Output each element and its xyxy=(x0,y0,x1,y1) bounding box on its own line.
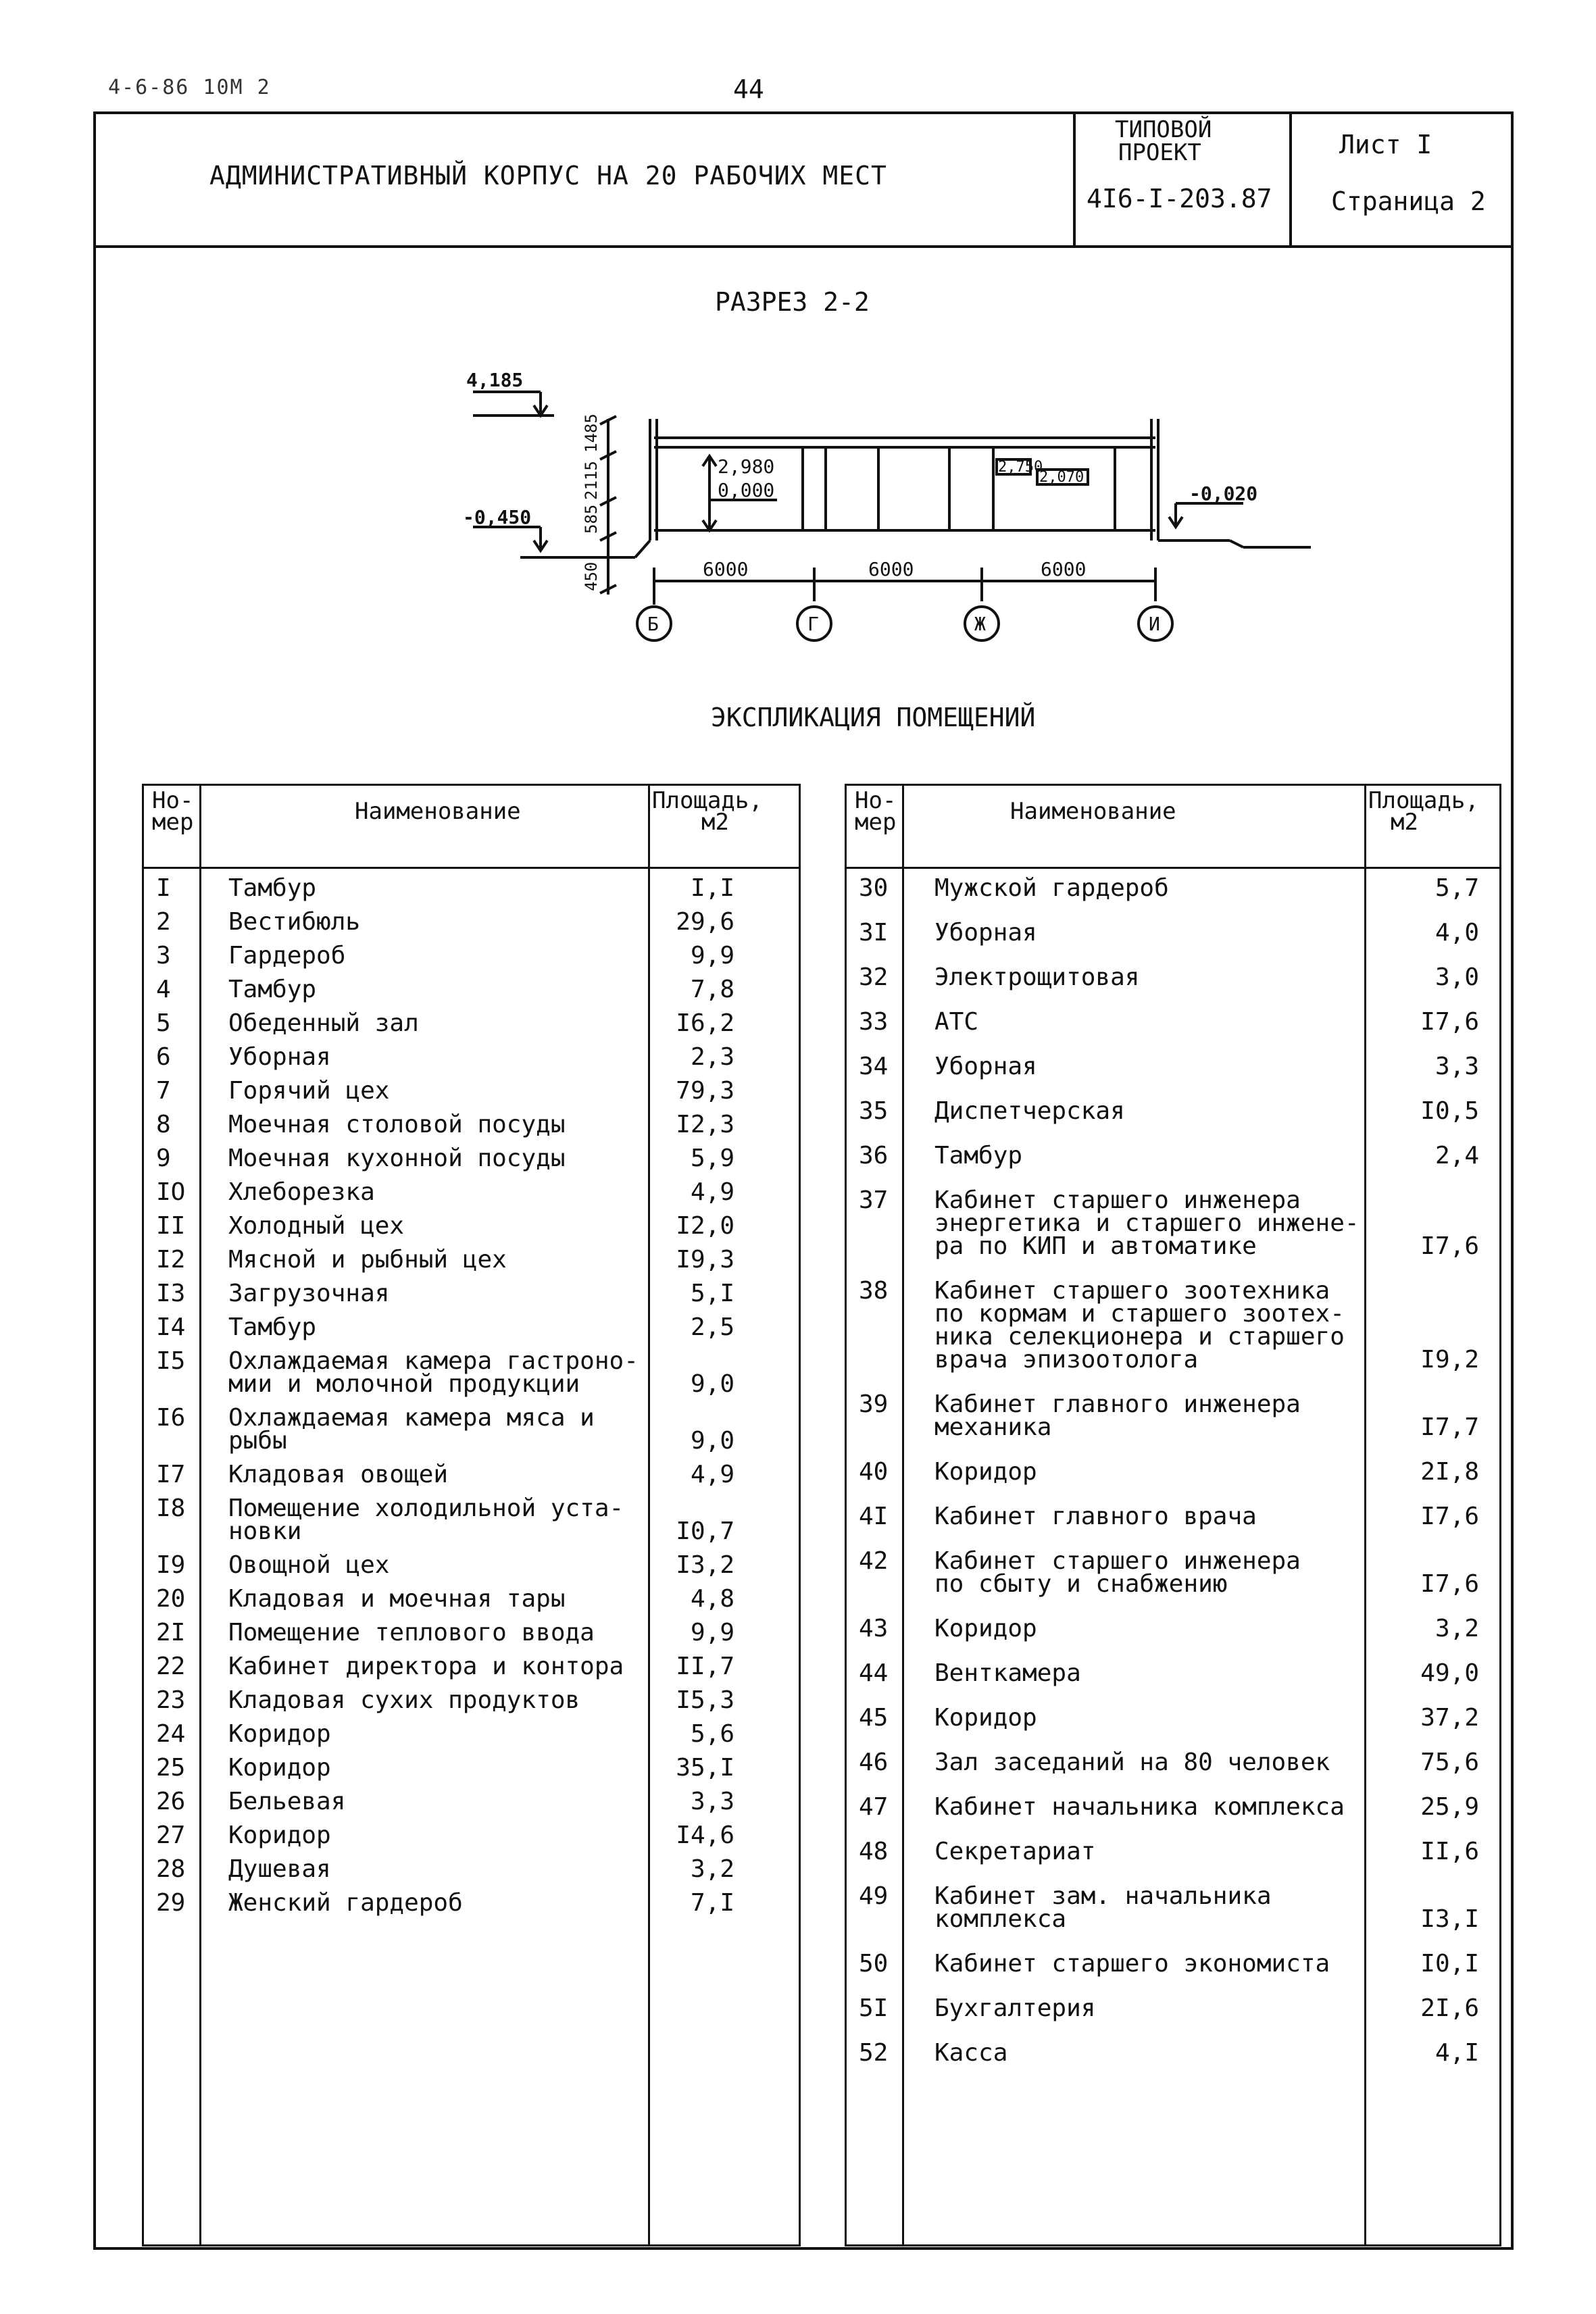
row-number: 3I xyxy=(859,919,889,947)
table-row xyxy=(847,1547,1499,1598)
header-num-1: Но- xyxy=(152,787,194,814)
table-row xyxy=(144,908,799,936)
table-row xyxy=(847,963,1499,991)
room-name: Кладовая овощей xyxy=(228,1461,449,1488)
page-number: 44 xyxy=(733,74,764,104)
table-row xyxy=(144,1347,799,1398)
room-name: Кабинет директора и контора xyxy=(228,1653,624,1680)
room-area: I5,3 xyxy=(676,1686,734,1714)
room-area: 9,9 xyxy=(690,1619,734,1646)
elevation-0000: 0,000 xyxy=(718,479,775,501)
room-area: I7,6 xyxy=(1420,1503,1479,1530)
row-number: II xyxy=(156,1212,186,1240)
room-area: I6,2 xyxy=(676,1009,734,1037)
table-row xyxy=(847,1055,1499,1078)
row-number: I3 xyxy=(156,1280,186,1307)
row-number: 23 xyxy=(156,1686,186,1714)
sheet-page: Страница 2 xyxy=(1331,186,1486,216)
room-area: I9,3 xyxy=(676,1246,734,1274)
room-area: I9,2 xyxy=(1420,1346,1479,1374)
room-name: Кабинет старшего зоотехника по кормам и старшего зоотех- ника селекционера и старшего врача эпизоотолога xyxy=(934,1277,1345,1374)
table-row xyxy=(144,1551,799,1579)
row-number: I9 xyxy=(156,1551,186,1579)
room-area: 9,9 xyxy=(690,942,734,970)
room-name: Охлаждаемая камера мяса и рыбы xyxy=(228,1404,595,1455)
room-area: 29,6 xyxy=(676,908,734,936)
header-area-1: Площадь, xyxy=(1368,787,1479,814)
row-number: 42 xyxy=(859,1547,889,1575)
axis-g: Г xyxy=(807,613,819,635)
table-row xyxy=(144,1494,799,1545)
room-area: I2,0 xyxy=(676,1212,734,1240)
room-area: 2I,6 xyxy=(1420,1994,1479,2022)
row-number: 7 xyxy=(156,1077,171,1105)
document-title: АДМИНИСТРАТИВНЫЙ КОРПУС НА 20 РАБОЧИХ МЕСТ xyxy=(209,161,887,191)
room-area: 2,3 xyxy=(690,1043,734,1071)
row-number: 52 xyxy=(859,2039,889,2067)
row-number: 25 xyxy=(156,1754,186,1782)
room-area: 9,0 xyxy=(690,1370,734,1398)
room-name: Горячий цех xyxy=(228,1077,390,1105)
room-area: I0,I xyxy=(1420,1950,1479,1978)
room-area: I0,7 xyxy=(676,1517,734,1545)
room-name: Электрощитовая xyxy=(934,963,1140,991)
room-area: 3,3 xyxy=(690,1788,734,1815)
table-row xyxy=(144,1821,799,1849)
room-area: 5,I xyxy=(690,1280,734,1307)
axis-zh: Ж xyxy=(974,613,986,635)
header-area-2: м2 xyxy=(1391,809,1418,836)
header-num-2: мер xyxy=(855,809,897,836)
row-number: 26 xyxy=(156,1788,186,1815)
row-number: 20 xyxy=(156,1585,186,1613)
room-name: Кабинет старшего инженера энергетика и старшего инжене- ра по КИП и автоматике xyxy=(934,1186,1360,1260)
room-area: 2,4 xyxy=(1435,1142,1479,1169)
room-name: Коридор xyxy=(228,1720,331,1748)
room-name: Холодный цех xyxy=(228,1212,405,1240)
room-name: Кабинет главного врача xyxy=(934,1503,1257,1530)
row-number: 4 xyxy=(156,976,171,1003)
row-number: 49 xyxy=(859,1882,889,1910)
room-name: Кладовая и моечная тары xyxy=(228,1585,566,1613)
table-row xyxy=(144,1178,799,1206)
row-number: 37 xyxy=(859,1186,889,1214)
project-type-label: ТИПОВОЙ xyxy=(1115,116,1212,143)
room-area: 79,3 xyxy=(676,1077,734,1105)
room-name: Кабинет зам. начальника комплекса xyxy=(934,1882,1272,1933)
room-area: 35,I xyxy=(676,1754,734,1782)
room-area: I,I xyxy=(690,874,734,902)
span-1: 6000 xyxy=(703,558,749,580)
section-drawing xyxy=(0,0,1596,676)
room-name: Хлеборезка xyxy=(228,1178,375,1206)
room-name: Уборная xyxy=(934,919,1037,947)
row-number: 43 xyxy=(859,1615,889,1642)
header-name: Наименование xyxy=(1010,798,1176,825)
row-number: 2 xyxy=(156,908,171,936)
room-name: Бухгалтерия xyxy=(934,1994,1096,2022)
row-number: I8 xyxy=(156,1494,186,1522)
table-row xyxy=(144,1147,799,1170)
axis-b: Б xyxy=(647,613,659,635)
header-num-2: мер xyxy=(152,809,194,836)
room-name: Уборная xyxy=(934,1053,1037,1080)
room-area: 3,0 xyxy=(1435,963,1479,991)
room-name: Коридор xyxy=(934,1704,1037,1732)
table-row xyxy=(144,1686,799,1714)
row-number: 5 xyxy=(156,1009,171,1037)
row-number: 46 xyxy=(859,1749,889,1776)
room-area: 2I,8 xyxy=(1420,1458,1479,1486)
room-name: Тамбур xyxy=(228,1313,317,1341)
table-row xyxy=(144,1754,799,1782)
room-name: Венткамера xyxy=(934,1659,1081,1687)
row-number: I7 xyxy=(156,1461,186,1488)
room-area: II,6 xyxy=(1420,1838,1479,1865)
room-name: Душевая xyxy=(228,1855,331,1883)
row-number: 30 xyxy=(859,874,889,902)
table-row xyxy=(144,1889,799,1917)
room-name: Тамбур xyxy=(228,976,317,1003)
row-number: 35 xyxy=(859,1097,889,1125)
row-number: I6 xyxy=(156,1404,186,1432)
room-name: Кабинет старшего экономиста xyxy=(934,1950,1330,1978)
table-row xyxy=(847,1793,1499,1821)
room-area: 3,3 xyxy=(1435,1053,1479,1080)
table-row xyxy=(144,1077,799,1105)
row-number: 24 xyxy=(156,1720,186,1748)
room-area: I4,6 xyxy=(676,1821,734,1849)
table-row xyxy=(847,1505,1499,1528)
row-number: 8 xyxy=(156,1111,171,1138)
room-name: Моечная кухонной посуды xyxy=(228,1145,566,1172)
dim-1485: 1485 xyxy=(582,413,601,453)
row-number: 32 xyxy=(859,963,889,991)
table-row xyxy=(847,1751,1499,1774)
room-area: I3,I xyxy=(1420,1905,1479,1933)
room-name: Кладовая сухих продуктов xyxy=(228,1686,580,1714)
room-name: Тамбур xyxy=(228,874,317,902)
room-area: I3,2 xyxy=(676,1551,734,1579)
room-area: I0,5 xyxy=(1420,1097,1479,1125)
row-number: 47 xyxy=(859,1793,889,1821)
document-code-top: 4-6-86 10М 2 xyxy=(108,76,271,99)
table-row xyxy=(144,1009,799,1037)
room-name: Овощной цех xyxy=(228,1551,390,1579)
row-number: 6 xyxy=(156,1043,171,1071)
table-row xyxy=(847,1840,1499,1863)
row-number: 4I xyxy=(859,1503,889,1530)
table-row xyxy=(144,1212,799,1240)
span-3: 6000 xyxy=(1041,558,1087,580)
room-name: Мясной и рыбный цех xyxy=(228,1246,507,1274)
elevation-left: -0,450 xyxy=(463,506,532,528)
room-name: Бельевая xyxy=(228,1788,346,1815)
row-number: I4 xyxy=(156,1313,186,1341)
room-name: Коридор xyxy=(934,1458,1037,1486)
explication-table-right xyxy=(845,784,1501,2246)
table-row xyxy=(144,1463,799,1486)
table-row xyxy=(144,1790,799,1813)
room-area: 3,2 xyxy=(690,1855,734,1883)
room-name: Секретариат xyxy=(934,1838,1096,1865)
room-name: АТС xyxy=(934,1008,979,1036)
room-name: Зал заседаний на 80 человек xyxy=(934,1749,1330,1776)
table-row xyxy=(144,1313,799,1341)
room-area: 3,2 xyxy=(1435,1615,1479,1642)
table-row xyxy=(847,1097,1499,1125)
table-row xyxy=(144,1404,799,1455)
room-area: I7,6 xyxy=(1420,1008,1479,1036)
table-row xyxy=(144,1246,799,1274)
room-name: Женский гардероб xyxy=(228,1889,463,1917)
explication-table-left xyxy=(142,784,801,2246)
room-name: Моечная столовой посуды xyxy=(228,1111,566,1138)
row-number: IO xyxy=(156,1178,186,1206)
row-number: 2I xyxy=(156,1619,186,1646)
table-row xyxy=(847,874,1499,902)
dim-585: 585 xyxy=(582,504,601,534)
room-area: 37,2 xyxy=(1420,1704,1479,1732)
table-row xyxy=(847,2039,1499,2067)
room-name: Помещение теплового ввода xyxy=(228,1619,595,1646)
room-area: 75,6 xyxy=(1420,1749,1479,1776)
table-row xyxy=(144,1855,799,1883)
room-area: I7,7 xyxy=(1420,1413,1479,1441)
row-number: 44 xyxy=(859,1659,889,1687)
room-name: Помещение холодильной уста- новки xyxy=(228,1494,624,1545)
table-row xyxy=(144,1585,799,1613)
header-num-1: Но- xyxy=(855,787,897,814)
table-row xyxy=(144,1113,799,1136)
room-name: Кабинет главного инженера механика xyxy=(934,1390,1301,1441)
section-title: РАЗРЕЗ 2-2 xyxy=(715,287,870,317)
row-number: 48 xyxy=(859,1838,889,1865)
row-number: 50 xyxy=(859,1950,889,1978)
row-number: 22 xyxy=(156,1653,186,1680)
room-area: 5,9 xyxy=(690,1145,734,1172)
row-number: 34 xyxy=(859,1053,889,1080)
table-row xyxy=(144,1621,799,1644)
axis-i: И xyxy=(1149,613,1160,635)
dim-2115: 2115 xyxy=(582,461,601,500)
room-name: Кабинет старшего инженера по сбыту и снабжению xyxy=(934,1547,1301,1598)
table-row xyxy=(144,1282,799,1305)
row-number: 36 xyxy=(859,1142,889,1169)
table-row xyxy=(847,1186,1499,1260)
room-name: Коридор xyxy=(228,1821,331,1849)
elevation-top: 4,185 xyxy=(466,369,524,391)
header-area-1: Площадь, xyxy=(652,787,763,814)
header-area-2: м2 xyxy=(701,809,729,836)
dim-450: 450 xyxy=(582,561,601,591)
room-name: Гардероб xyxy=(228,942,346,970)
span-2: 6000 xyxy=(868,558,914,580)
table-row xyxy=(847,1008,1499,1036)
elevation-2750: 2,750 xyxy=(998,459,1043,476)
room-name: Загрузочная xyxy=(228,1280,390,1307)
row-number: I2 xyxy=(156,1246,186,1274)
row-number: I xyxy=(156,874,171,902)
room-name: Мужской гардероб xyxy=(934,874,1169,902)
table-row xyxy=(144,978,799,1001)
table-row xyxy=(144,1720,799,1748)
table-row xyxy=(144,1655,799,1678)
elevation-2980: 2,980 xyxy=(718,455,775,478)
room-area: 7,8 xyxy=(690,976,734,1003)
explication-title: ЭКСПЛИКАЦИЯ ПОМЕЩЕНИЙ xyxy=(711,703,1036,732)
table-row xyxy=(144,1043,799,1071)
room-area: 4,0 xyxy=(1435,919,1479,947)
room-name: Охлаждаемая камера гастроно- мии и молочной продукции xyxy=(228,1347,639,1398)
table-row xyxy=(144,942,799,970)
row-number: 9 xyxy=(156,1145,171,1172)
room-name: Кабинет начальника комплекса xyxy=(934,1793,1345,1821)
room-area: 5,7 xyxy=(1435,874,1479,902)
table-row xyxy=(847,1390,1499,1441)
room-area: 4,9 xyxy=(690,1178,734,1206)
row-number: 29 xyxy=(156,1889,186,1917)
room-area: 4,8 xyxy=(690,1585,734,1613)
room-area: 9,0 xyxy=(690,1427,734,1455)
row-number: 40 xyxy=(859,1458,889,1486)
table-row xyxy=(847,1142,1499,1169)
row-number: 38 xyxy=(859,1277,889,1305)
table-row xyxy=(847,1950,1499,1978)
room-name: Диспетчерская xyxy=(934,1097,1125,1125)
room-name: Касса xyxy=(934,2039,1008,2067)
row-number: 28 xyxy=(156,1855,186,1883)
table-row xyxy=(847,1458,1499,1486)
room-area: 4,9 xyxy=(690,1461,734,1488)
table-row xyxy=(847,1617,1499,1640)
sheet-number: Лист I xyxy=(1339,130,1432,159)
project-word-label: ПРОЕКТ xyxy=(1118,139,1201,166)
table-row xyxy=(847,1994,1499,2022)
room-name: Уборная xyxy=(228,1043,331,1071)
project-code: 4I6-I-203.87 xyxy=(1087,184,1272,213)
row-number: 5I xyxy=(859,1994,889,2022)
row-number: 33 xyxy=(859,1008,889,1036)
table-row xyxy=(847,1659,1499,1687)
row-number: I5 xyxy=(156,1347,186,1375)
room-area: 7,I xyxy=(690,1889,734,1917)
room-name: Вестибюль xyxy=(228,908,361,936)
room-area: 2,5 xyxy=(690,1313,734,1341)
room-area: 25,9 xyxy=(1420,1793,1479,1821)
room-name: Обеденный зал xyxy=(228,1009,419,1037)
room-area: 49,0 xyxy=(1420,1659,1479,1687)
row-number: 27 xyxy=(156,1821,186,1849)
table-row xyxy=(144,874,799,902)
table-row xyxy=(847,1277,1499,1374)
table-row xyxy=(847,919,1499,947)
room-area: II,7 xyxy=(676,1653,734,1680)
room-name: Коридор xyxy=(228,1754,331,1782)
elevation-right: -0,020 xyxy=(1189,482,1258,505)
room-area: I7,6 xyxy=(1420,1232,1479,1260)
row-number: 39 xyxy=(859,1390,889,1418)
room-area: I7,6 xyxy=(1420,1570,1479,1598)
room-area: I2,3 xyxy=(676,1111,734,1138)
header-name: Наименование xyxy=(355,798,521,825)
row-number: 45 xyxy=(859,1704,889,1732)
room-name: Тамбур xyxy=(934,1142,1023,1169)
room-area: 5,6 xyxy=(690,1720,734,1748)
room-name: Коридор xyxy=(934,1615,1037,1642)
elevation-2070: 2,070 xyxy=(1039,469,1084,486)
table-row xyxy=(847,1704,1499,1732)
table-row xyxy=(847,1882,1499,1933)
row-number: 3 xyxy=(156,942,171,970)
room-area: 4,I xyxy=(1435,2039,1479,2067)
